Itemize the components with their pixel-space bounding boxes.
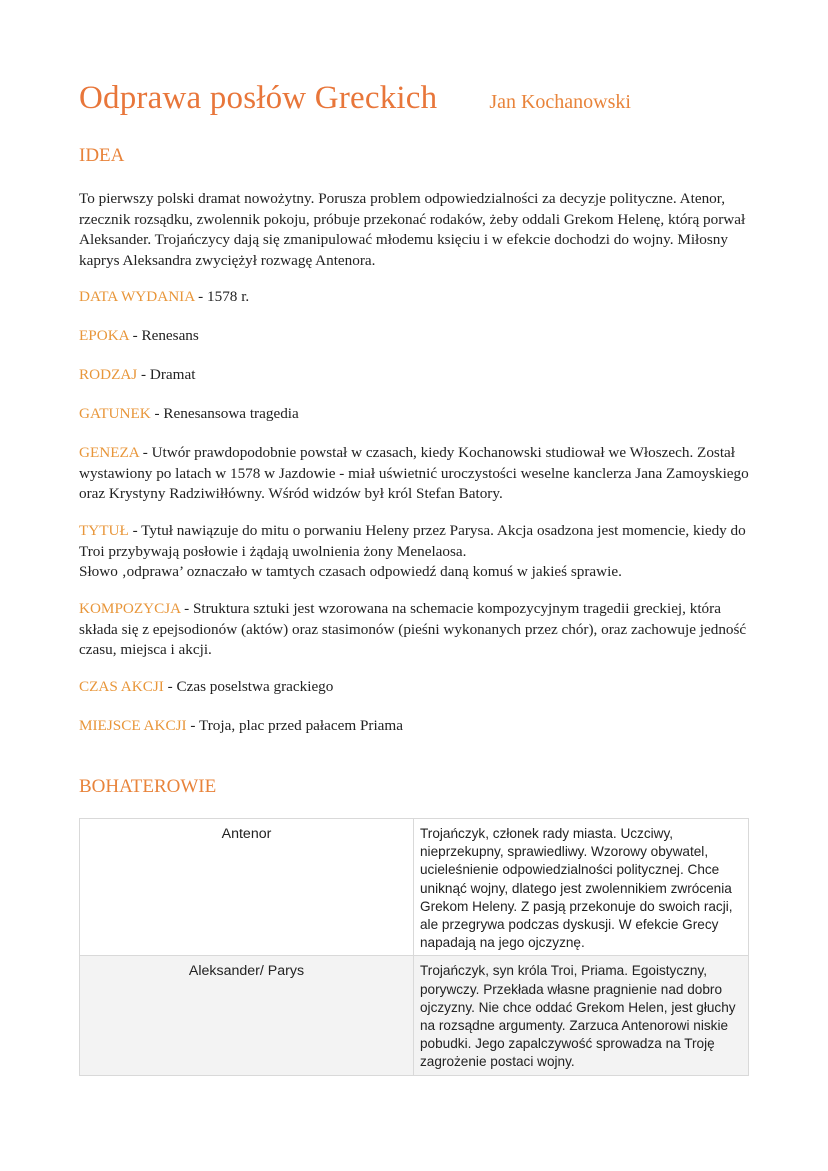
section-heading-idea: IDEA	[79, 145, 125, 166]
character-description: Trojańczyk, członek rady miasta. Uczciwy, nieprzekupny, sprawiedliwy. Wzorowy obywatel, ucieleśnienie odpowiedzialności politycznej. Chce uniknąć wojny, dlatego jest zwolennikiem zwrócenia Grekom Heleny. Z pasją przekonuje do swoich racji, ale przegrywa podczas dyskusji. W efekcie Grecy napadają na jego ojczyznę.	[414, 819, 749, 956]
fact-geneza: GENEZA - Utwór prawdopodobnie powstał w czasach, kiedy Kochanowski studiował we Włoszech. Został wystawiony po latach w 1578 w Jazdowie - miał uświetnić uroczystości weselne kanclerza Jana Zamoyskiego oraz Krystyny Radziwiłłówny. Wśród widzów był król Stefan Batory.	[79, 444, 749, 502]
character-name: Aleksander/ Parys	[80, 956, 414, 1075]
fact-value: Renesans	[141, 327, 199, 344]
fact-czas-akcji: CZAS AKCJI - Czas poselstwa grackiego	[79, 678, 334, 695]
fact-value: Struktura sztuki jest wzorowana na schemacie kompozycyjnym tragedii greckiej, która składa się z epejsodionów (aktów) oraz stasimonów (pieśni wykonanych przez chór), oraz zachowuje jedność czasu, miejsca i akcji.	[79, 600, 747, 658]
fact-data-wydania: DATA WYDANIA - 1578 r.	[79, 288, 250, 305]
table-row	[80, 956, 749, 1075]
fact-miejsce-akcji: MIEJSCE AKCJI - Troja, plac przed pałacem Priama	[79, 717, 403, 734]
fact-value: Troja, plac przed pałacem Priama	[199, 717, 403, 734]
fact-value: Utwór prawdopodobnie powstał w czasach, kiedy Kochanowski studiował we Włoszech. Został wystawiony po latach w 1578 w Jazdowie - miał uświetnić uroczystości weselne kanclerza Jana Zamoyskiego oraz Krystyny Radziwiłłówny. Wśród widzów był król Stefan Batory.	[79, 444, 749, 502]
fact-label: KOMPOZYCJA	[79, 600, 181, 617]
fact-epoka: EPOKA - Renesans	[79, 327, 199, 344]
fact-label: GATUNEK	[79, 405, 151, 422]
fact-label: EPOKA	[79, 327, 129, 344]
fact-label: MIEJSCE AKCJI	[79, 717, 187, 734]
page-title: Odprawa posłów Greckich	[79, 80, 438, 116]
fact-value: Renesansowa tragedia	[163, 405, 299, 422]
section-heading-bohaterowie: BOHATEROWIE	[79, 776, 217, 797]
fact-label: CZAS AKCJI	[79, 678, 164, 695]
title-row	[79, 80, 631, 117]
character-name: Antenor	[80, 819, 414, 956]
fact-gatunek: GATUNEK - Renesansowa tragedia	[79, 405, 299, 422]
table-row	[80, 819, 749, 956]
fact-label: DATA WYDANIA	[79, 288, 195, 305]
fact-value-extra: Słowo ‚odprawa’ oznaczało w tamtych czasach odpowiedź daną komuś w jakieś sprawie.	[79, 563, 622, 580]
fact-value: Tytuł nawiązuje do mitu o porwaniu Heleny przez Parysa. Akcja osadzona jest momencie, kiedy do Troi przybywają posłowie i żądają uwolnienia żony Menelaosa.	[79, 522, 746, 560]
characters-table	[79, 818, 749, 1076]
fact-label: TYTUŁ	[79, 522, 129, 539]
fact-rodzaj: RODZAJ - Dramat	[79, 366, 196, 383]
fact-label: RODZAJ	[79, 366, 138, 383]
fact-value: Czas poselstwa grackiego	[176, 678, 334, 695]
character-description: Trojańczyk, syn króla Troi, Priama. Egoistyczny, porywczy. Przekłada własne pragnienie nad dobro ojczyzny. Nie chce oddać Grekom Helen, jest głuchy na rozsądne argumenty. Zarzuca Antenorowi niskie pobudki. Jego zapalczywość sprowadza na Troję zagrożenie postaci wojny.	[414, 956, 749, 1075]
fact-tytul: TYTUŁ - Tytuł nawiązuje do mitu o porwaniu Heleny przez Parysa. Akcja osadzona jest momencie, kiedy do Troi przybywają posłowie i żądają uwolnienia żony Menelaosa. Słowo ‚odprawa’ oznaczało w tamtych czasach odpowiedź daną komuś w jakieś sprawie.	[79, 522, 746, 580]
fact-value: 1578 r.	[207, 288, 250, 305]
fact-kompozycja: KOMPOZYCJA - Struktura sztuki jest wzorowana na schemacie kompozycyjnym tragedii greckiej, która składa się z epejsodionów (aktów) oraz stasimonów (pieśni wykonanych przez chór), oraz zachowuje jedność czasu, miejsca i akcji.	[79, 600, 747, 658]
author-name: Jan Kochanowski	[489, 91, 631, 113]
fact-value: Dramat	[149, 366, 196, 383]
idea-paragraph: To pierwszy polski dramat nowożytny. Porusza problem odpowiedzialności za decyzje polityczne. Atenor, rzecznik rozsądku, zwolennik pokoju, próbuje przekonać rodaków, żeby oddali Grekom Helenę, którą porwał Aleksander. Trojańczycy dają się zmanipulować młodemu księciu i w efekcie dochodzi do wojny. Miłosny kaprys Aleksandra zwyciężył rozwagę Antenora.	[79, 190, 746, 269]
fact-label: GENEZA	[79, 444, 139, 461]
